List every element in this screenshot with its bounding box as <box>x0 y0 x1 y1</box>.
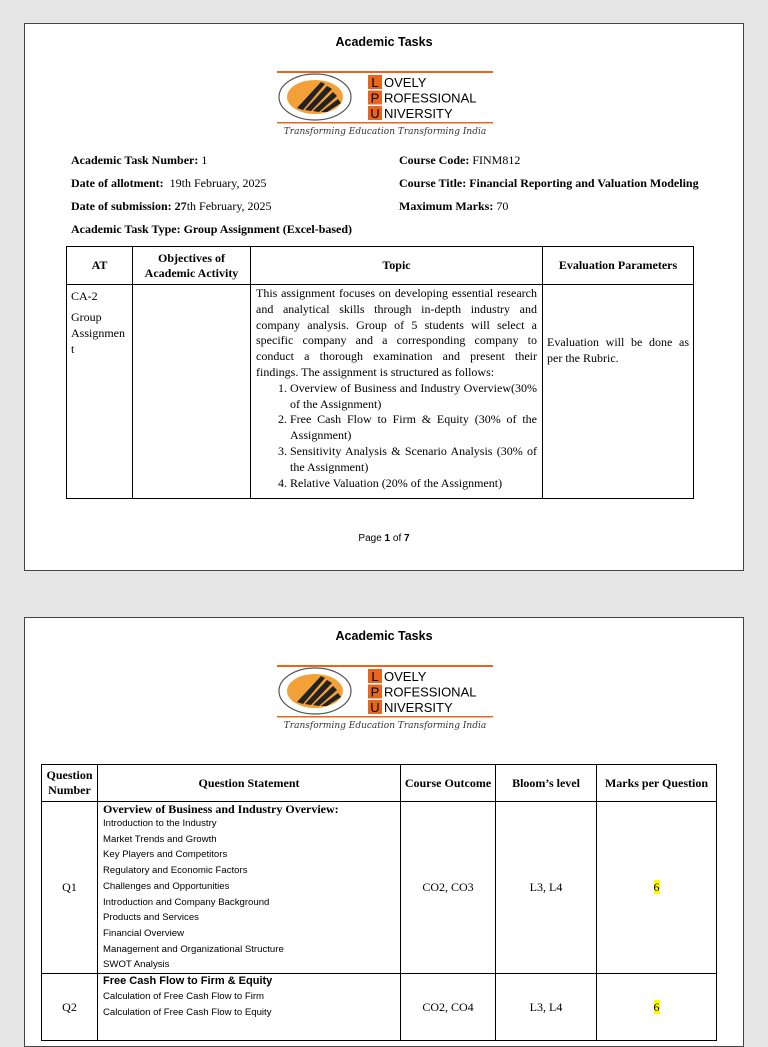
logo-letter-p: P <box>370 684 380 700</box>
logo-word-ovely: OVELY <box>384 669 427 684</box>
question-item: Financial Overview <box>103 927 185 939</box>
question-item: Market Trends and Growth <box>103 833 217 845</box>
at-type: Group Assignmen t <box>71 310 125 356</box>
topic-list <box>256 381 537 492</box>
marks-cell <box>597 974 717 1041</box>
allotment-date: Date of allotment: 19th February, 2025 <box>71 176 267 190</box>
question-number: Q2 <box>42 974 98 1041</box>
table-row <box>42 974 717 1041</box>
lpu-logo <box>275 70 497 140</box>
objectives-cell <box>133 285 251 499</box>
lpu-logo <box>275 664 497 734</box>
logo-word-niversity: NIVERSITY <box>384 106 453 121</box>
header-evaluation: Evaluation Parameters <box>543 247 694 285</box>
question-item: Key Players and Competitors <box>103 849 228 861</box>
question-item: Regulatory and Economic Factors <box>103 865 248 877</box>
topic-cell <box>251 285 543 499</box>
marks-cell <box>597 802 717 974</box>
topic-item: 2. Free Cash Flow to Firm & Equity (30% of the Assignment) <box>290 412 537 444</box>
question-item: Challenges and Opportunities <box>103 880 230 892</box>
page-footer: Page 1 of 7 <box>358 533 410 544</box>
course-outcome: CO2, CO4 <box>401 974 496 1041</box>
logo-tagline: Transforming Education Transforming India <box>283 721 487 731</box>
task-type: Academic Task Type: Group Assignment (Excel-based) <box>71 222 353 236</box>
header-at: AT <box>67 247 133 285</box>
logo-letter-l: L <box>371 669 379 684</box>
at-cell <box>67 285 133 499</box>
question-title: Overview of Business and Industry Overview: <box>103 802 339 816</box>
question-item: Products and Services <box>103 912 199 924</box>
header-course-outcome: Course Outcome <box>401 765 496 802</box>
header-objectives: Objectives of Academic Activity <box>133 247 251 285</box>
question-title: Free Cash Flow to Firm & Equity <box>103 975 273 988</box>
questions-table <box>41 764 717 1041</box>
header-topic: Topic <box>251 247 543 285</box>
header-question-statement: Question Statement <box>98 765 401 802</box>
table-row <box>42 802 717 974</box>
question-item: SWOT Analysis <box>103 959 170 971</box>
logo-word-rofessional: ROFESSIONAL <box>384 684 477 700</box>
blooms-level: L3, L4 <box>496 974 597 1041</box>
task-number: Academic Task Number: 1 <box>71 153 208 167</box>
question-item: Calculation of Free Cash Flow to Firm <box>103 991 265 1003</box>
header-marks-per-question: Marks per Question <box>597 765 717 802</box>
question-item: Management and Organizational Structure <box>103 943 284 955</box>
question-statement <box>98 802 401 974</box>
logo-letter-l: L <box>371 75 379 90</box>
document-page-1 <box>24 23 744 571</box>
logo-tagline: Transforming Education Transforming India <box>283 127 487 137</box>
marks-value: 6 <box>653 999 660 1014</box>
course-code: Course Code: FINM812 <box>399 153 521 167</box>
logo-word-rofessional: ROFESSIONAL <box>384 90 477 106</box>
course-title: Course Title: Financial Reporting and Valuation Modeling <box>399 176 699 190</box>
at-code: CA-2 <box>71 289 98 303</box>
page-header-title: Academic Tasks <box>335 629 433 643</box>
maximum-marks: Maximum Marks: 70 <box>399 199 509 213</box>
header-blooms-level: Bloom’s level <box>496 765 597 802</box>
academic-activity-table <box>66 246 694 499</box>
document-page-2 <box>24 617 744 1047</box>
topic-item: 1. Overview of Business and Industry Overview(30% of the Assignment) <box>290 381 537 413</box>
question-statement <box>98 974 401 1041</box>
logo-letter-u: U <box>370 106 380 121</box>
marks-value: 6 <box>653 880 660 895</box>
logo-word-ovely: OVELY <box>384 75 427 90</box>
header-question-number: Question Number <box>42 765 98 802</box>
question-number: Q1 <box>42 802 98 974</box>
question-item: Introduction to the Industry <box>103 818 217 829</box>
page-header-title: Academic Tasks <box>335 35 433 49</box>
evaluation-cell: Evaluation will be done as per the Rubric. <box>543 285 694 499</box>
question-item: Introduction and Company Background <box>103 896 270 908</box>
topic-intro: This assignment focuses on developing essential research and analytical skills through in-depth industry and company analysis. Group of 5 students will select a specific company and a corresponding company to conduct a thorough examination and present their findings. The assignment is structured as follows: <box>256 286 537 379</box>
course-outcome: CO2, CO3 <box>401 802 496 974</box>
logo-letter-p: P <box>370 90 380 106</box>
blooms-level: L3, L4 <box>496 802 597 974</box>
topic-item: 3. Sensitivity Analysis & Scenario Analysis (30% of the Assignment) <box>290 444 537 476</box>
submission-date: Date of submission: 27th February, 2025 <box>71 199 272 213</box>
topic-item: 4. Relative Valuation (20% of the Assignment) <box>290 476 537 492</box>
question-item: Calculation of Free Cash Flow to Equity <box>103 1006 272 1018</box>
logo-letter-u: U <box>370 700 380 715</box>
logo-word-niversity: NIVERSITY <box>384 700 453 715</box>
